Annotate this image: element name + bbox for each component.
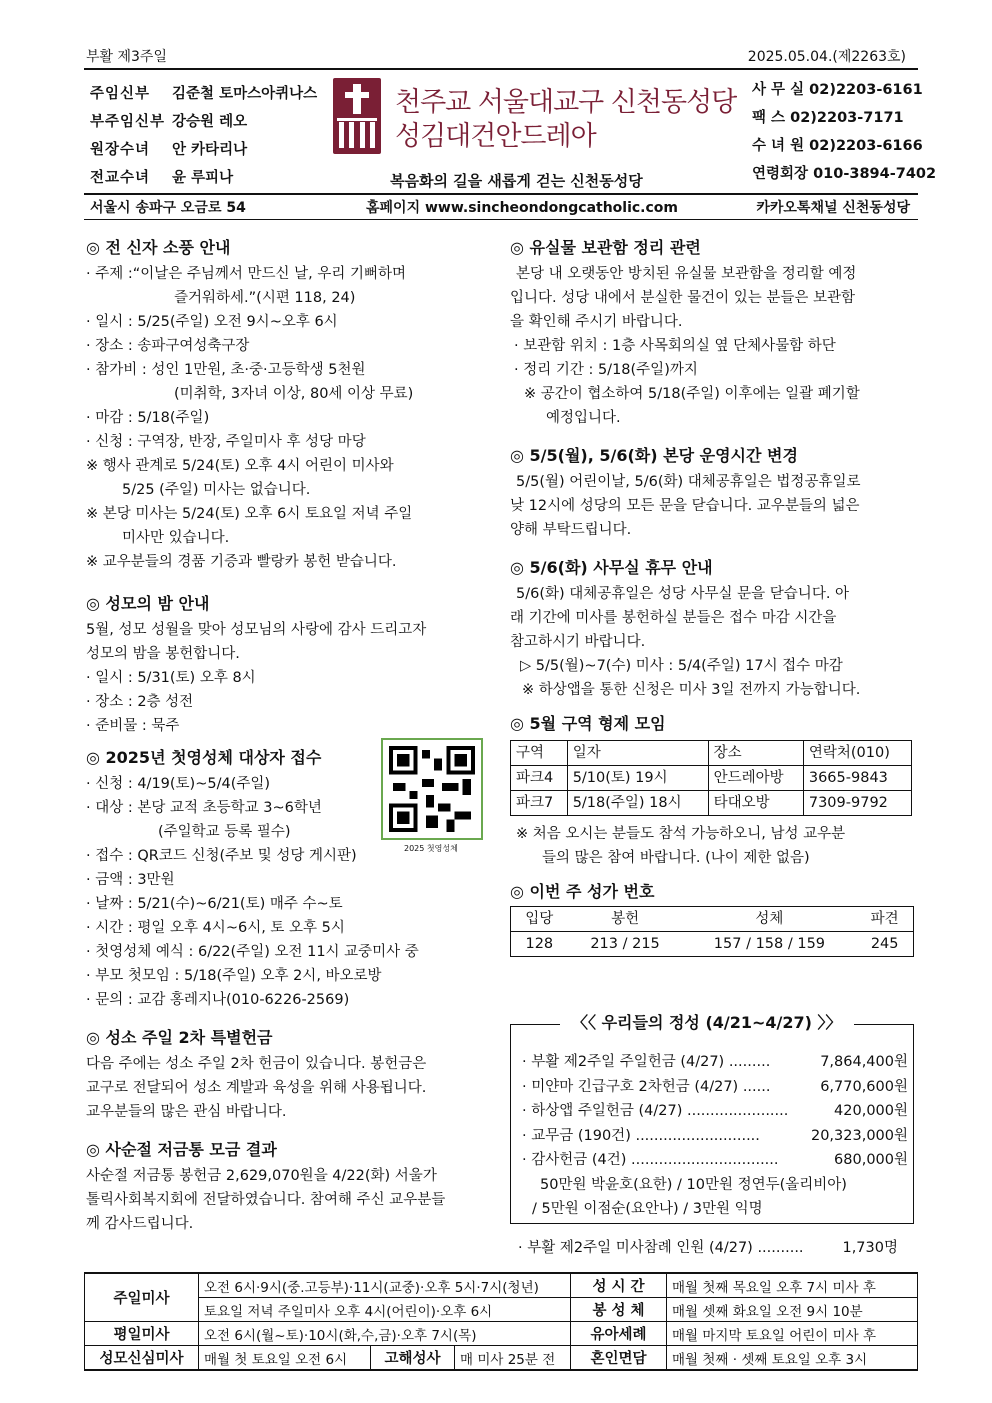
text-line: 매월 셋째 화요일 오전 9시 10분 — [667, 1298, 918, 1322]
left-column — [86, 226, 484, 1236]
text-line: · 장소 : 송파구여성축구장 — [86, 338, 250, 354]
text-line: · 미얀마 긴급구호 2차헌금 (4/27) ...... — [522, 1078, 771, 1095]
address: 서울시 송파구 오금로 54 — [90, 200, 246, 216]
text-line: 양해 부탁드립니다. — [510, 522, 632, 538]
text-line: 성모신심미사 — [85, 1346, 199, 1371]
text-line: 5/18(주일) 18시 — [567, 791, 708, 816]
text-line: 157 / 158 / 159 — [713, 936, 826, 952]
offerings-title: 〈〈 우리들의 정성 (4/21~4/27) 〉〉 — [560, 1010, 854, 1033]
text-line: 미사만 있습니다. — [122, 530, 230, 546]
section-title: ◎ 사순절 저금통 모금 결과 — [86, 1140, 277, 1159]
text-line: 입당 — [525, 911, 554, 927]
text-line: (주일학교 등록 필수) — [158, 824, 291, 840]
list-item — [522, 1075, 908, 1100]
text-line: 연락처(010) — [803, 741, 911, 766]
text-line: · 마감 : 5/18(주일) — [86, 410, 210, 426]
text-line: 톨릭사회복지회에 전달하였습니다. 참여해 주신 교우분들 — [86, 1192, 446, 1208]
text-line: 즐거워하세.”(시편 118, 24) — [174, 290, 356, 306]
text-line: · 일시 : 5/31(토) 오후 8시 — [86, 670, 256, 686]
text-line: · 부활 제2주일 미사참례 인원 (4/27) .......... — [518, 1240, 804, 1256]
list-item — [522, 1050, 908, 1075]
text-line: 교우분들의 많은 관심 바랍니다. — [86, 1104, 287, 1120]
text-line: 평일미사 — [85, 1322, 199, 1346]
text-line: 매 미사 25분 전 — [455, 1346, 571, 1371]
text-line: 장소 — [708, 741, 803, 766]
text-line: 오전 6시(월~토)·10시(화,수,금)·오후 7시(목) — [199, 1322, 571, 1346]
text-line: 680,000원 — [834, 1152, 908, 1168]
text-line: ※ 교우분들의 경품 기증과 빨랑카 봉헌 받습니다. — [86, 554, 397, 570]
text-line: 봉헌 — [611, 911, 640, 927]
staff-list — [90, 80, 317, 192]
text-line: · 첫영성체 예식 : 6/22(주일) 오전 11시 교중미사 중 — [86, 944, 419, 960]
text-line: 께 감사드립니다. — [86, 1216, 194, 1232]
text-line: · 일시 : 5/25(주일) 오전 9시~오후 6시 — [86, 314, 338, 330]
text-line: 성모의 밤을 봉헌합니다. — [86, 646, 240, 662]
text-line: (미취학, 3자녀 이상, 80세 이상 무료) — [174, 386, 414, 402]
section-title: ◎ 5/6(화) 사무실 휴무 안내 — [510, 558, 713, 577]
text-line: 사순절 저금통 봉헌금 2,629,070원을 4/22(화) 서울가 — [86, 1168, 437, 1184]
text-line: 128 — [525, 936, 554, 952]
text-line: 입니다. 성당 내에서 분실한 물건이 있는 분들은 보관함 — [510, 290, 856, 306]
group-meeting-table — [510, 740, 912, 816]
homepage-link[interactable]: 홈페이지 www.sincheondongcatholic.com — [366, 200, 679, 216]
text-line: 고해성사 — [371, 1346, 455, 1371]
contact-funeral: 연령회장 010-3894-7402 — [752, 166, 937, 182]
text-line: · 정리 기간 : 5/18(주일)까지 — [514, 362, 698, 378]
text-line: · 참가비 : 성인 1만원, 초·중·고등학생 5천원 — [86, 362, 366, 378]
text-line: · 교무금 (190건) ........................... — [522, 1127, 760, 1144]
text-line: · 보관함 위치 : 1층 사목회의실 옆 단체사물함 하단 — [514, 338, 836, 354]
staff-role: 부주임신부 — [90, 114, 166, 130]
section-title: ◎ 유실물 보관함 정리 관련 — [510, 238, 701, 257]
text-line: 213 / 215 — [590, 936, 660, 952]
staff-name: 김준철 토마스아퀴나스 — [172, 86, 318, 102]
text-line: 매월 첫째 · 셋째 토요일 오후 3시 — [667, 1346, 918, 1371]
section-title: ◎ 성모의 밤 안내 — [86, 594, 210, 613]
section-title: ◎ 5월 구역 형제 모임 — [510, 714, 666, 733]
text-line: 매월 마지막 토요일 어린이 미사 후 — [667, 1322, 918, 1346]
text-line: 일자 — [567, 741, 708, 766]
text-line: ※ 행사 관계로 5/24(토) 오후 4시 어린이 미사와 — [86, 458, 394, 474]
table-row — [511, 791, 912, 816]
qr-caption: 2025 첫영성체 — [404, 844, 458, 853]
text-line: 5/6(화) 대체공휴일은 성당 사무실 문을 닫습니다. 아 — [516, 586, 850, 602]
text-line: 1,730명 — [842, 1240, 898, 1256]
text-line: 주일미사 — [85, 1273, 199, 1322]
offerings-list — [522, 1050, 908, 1222]
qr-code[interactable] — [381, 738, 483, 840]
text-line: 7,864,400원 — [820, 1054, 908, 1070]
text-line: 래 기간에 미사를 봉헌하실 분들은 접수 마감 시간을 — [510, 610, 837, 626]
text-line: 본당 내 오랫동안 방치된 유실물 보관함을 정리할 예정 — [516, 266, 857, 282]
staff-name: 강승원 레오 — [172, 114, 248, 130]
text-line: 5/5(월) 어린이날, 5/6(화) 대체공휴일은 법정공휴일로 — [516, 474, 861, 490]
text-line: 245 — [870, 936, 899, 952]
text-line: 20,323,000원 — [810, 1127, 908, 1144]
text-line: 매월 첫 토요일 오전 6시 — [199, 1346, 371, 1371]
section-title: ◎ 2025년 첫영성체 대상자 접수 — [86, 748, 322, 767]
text-line: ※ 처음 오시는 분들도 참석 가능하오니, 남성 교우분 — [516, 826, 846, 842]
text-line: 파크7 — [511, 791, 568, 816]
text-line: 매월 첫째 목요일 오후 7시 미사 후 — [667, 1273, 918, 1298]
text-line: · 문의 : 교감 홍레지나(010-6226-2569) — [86, 992, 350, 1008]
text-line: · 신청 : 4/19(토)~5/4(주일) — [86, 776, 271, 792]
liturgical-season: 부활 제3주일 — [86, 49, 167, 65]
parish-slogan: 복음화의 길을 새롭게 걷는 신천동성당 — [390, 172, 643, 190]
text-line: ※ 하상앱을 통한 신청은 미사 3일 전까지 가능합니다. — [522, 682, 861, 698]
text-line: ▷ 5/5(월)~7(수) 미사 : 5/4(주일) 17시 접수 마감 — [520, 658, 843, 674]
text-line: · 하상앱 주일헌금 (4/27) ...................... — [522, 1103, 789, 1119]
divider — [84, 219, 918, 220]
text-line: 교구로 전달되어 성소 계발과 육성을 위해 사용됩니다. — [86, 1080, 427, 1096]
staff-name: 윤 루피나 — [172, 170, 234, 186]
text-line: · 주제 :“이날은 주님께서 만드신 날, 우리 기뻐하며 — [86, 266, 407, 282]
text-line: ※ 공간이 협소하여 5/18(주일) 이후에는 일괄 폐기할 — [524, 386, 860, 402]
address-bar — [84, 194, 918, 220]
section-title: ◎ 전 신자 소풍 안내 — [86, 238, 231, 257]
text-line: 7309-9792 — [803, 791, 911, 816]
kakao-channel[interactable]: 카카오톡채널 신천동성당 — [756, 200, 910, 216]
text-line: 성 시 간 — [571, 1273, 667, 1298]
text-line: 낮 12시에 성당의 모든 문을 닫습니다. 교우분들의 넓은 — [510, 498, 860, 514]
staff-role: 원장수녀 — [90, 142, 151, 158]
text-line: 5/25 (주일) 미사는 없습니다. — [122, 482, 311, 498]
text-line: · 시간 : 평일 오후 4시~6시, 토 오후 5시 — [86, 920, 345, 936]
text-line: 안드레아방 — [708, 766, 803, 791]
donor-line: / 5만원 이점순(요안나) / 3만원 익명 — [532, 1201, 763, 1217]
text-line: 성체 — [755, 911, 784, 927]
attendance-line — [518, 1236, 898, 1257]
text-line: 420,000원 — [834, 1103, 908, 1119]
text-line: 들의 많은 참여 바랍니다. (나이 제한 없음) — [542, 850, 810, 866]
mass-schedule-table — [84, 1272, 918, 1371]
text-line: 오전 6시·9시(중.고등부)·11시(교중)·오후 5시·7시(청년) — [199, 1273, 571, 1298]
list-item — [522, 1148, 908, 1173]
contact-office: 사 무 실 02)2203-6161 — [752, 82, 923, 98]
contact-convent: 수 녀 원 02)2203-6166 — [752, 138, 923, 154]
text-line: 구역 — [511, 741, 568, 766]
text-line: · 접수 : QR코드 신청(주보 및 성당 게시판) — [86, 848, 357, 864]
text-line: · 부모 첫모임 : 5/18(주일) 오후 2시, 바오로방 — [86, 968, 382, 984]
text-line: · 준비물 : 묵주 — [86, 718, 180, 734]
divider — [84, 68, 918, 70]
section-title: ◎ 5/5(월), 5/6(화) 본당 운영시간 변경 — [510, 446, 798, 465]
text-line: 혼인면담 — [571, 1346, 667, 1371]
text-line: 타대오방 — [708, 791, 803, 816]
text-line: 다음 주에는 성소 주일 2차 헌금이 있습니다. 봉헌금은 — [86, 1056, 427, 1072]
table-row — [511, 766, 912, 791]
text-line: · 날짜 : 5/21(수)~6/21(토) 매주 수~토 — [86, 896, 343, 912]
text-line: 파크4 — [511, 766, 568, 791]
text-line: · 금액 : 3만원 — [86, 872, 175, 888]
staff-role: 전교수녀 — [90, 170, 151, 186]
parish-title: 천주교 서울대교구 신천동성당 — [395, 87, 737, 118]
text-line: ※ 본당 미사는 5/24(토) 오후 6시 토요일 저녁 주일 — [86, 506, 413, 522]
text-line: 유아세례 — [571, 1322, 667, 1346]
section-title: ◎ 이번 주 성가 번호 — [510, 882, 655, 901]
text-line: 예정입니다. — [546, 410, 621, 426]
text-line: 6,770,600원 — [820, 1078, 908, 1095]
text-line: · 부활 제2주일 주일헌금 (4/27) ......... — [522, 1054, 771, 1070]
text-line: 5월, 성모 성월을 맞아 성모님의 사랑에 감사 드리고자 — [86, 622, 427, 638]
text-line: · 감사헌금 (4건) ................................ — [522, 1152, 779, 1168]
text-line: 토요일 저녁 주일미사 오후 4시(어린이)·오후 6시 — [199, 1298, 571, 1322]
text-line: 을 확인해 주시기 바랍니다. — [510, 314, 683, 330]
text-line: 3665-9843 — [803, 766, 911, 791]
text-line: · 신청 : 구역장, 반장, 주일미사 후 성당 마당 — [86, 434, 366, 450]
text-line: 봉 성 체 — [571, 1298, 667, 1322]
staff-role: 주임신부 — [90, 86, 151, 102]
text-line: · 대상 : 본당 교적 초등학교 3~6학년 — [86, 800, 322, 816]
church-logo-icon — [333, 78, 381, 154]
parish-patron: 성김대건안드레아 — [395, 121, 596, 152]
text-line: 파견 — [870, 911, 899, 927]
issue-date: 2025.05.04.(제2263호) — [747, 49, 906, 65]
list-item — [522, 1124, 908, 1149]
text-line: · 장소 : 2층 성전 — [86, 694, 194, 710]
text-line: 5/10(토) 19시 — [567, 766, 708, 791]
section-title: ◎ 성소 주일 2차 특별헌금 — [86, 1028, 273, 1047]
contact-fax: 팩 스 02)2203-7171 — [752, 110, 904, 126]
donor-line: 50만원 박윤호(요한) / 10만원 정연두(올리비아) — [540, 1176, 847, 1193]
hymn-table — [510, 906, 914, 957]
contact-list — [752, 76, 936, 188]
staff-name: 안 카타리나 — [172, 142, 248, 158]
right-column — [510, 226, 914, 957]
list-item — [522, 1099, 908, 1124]
text-line: 참고하시기 바랍니다. — [510, 634, 646, 650]
